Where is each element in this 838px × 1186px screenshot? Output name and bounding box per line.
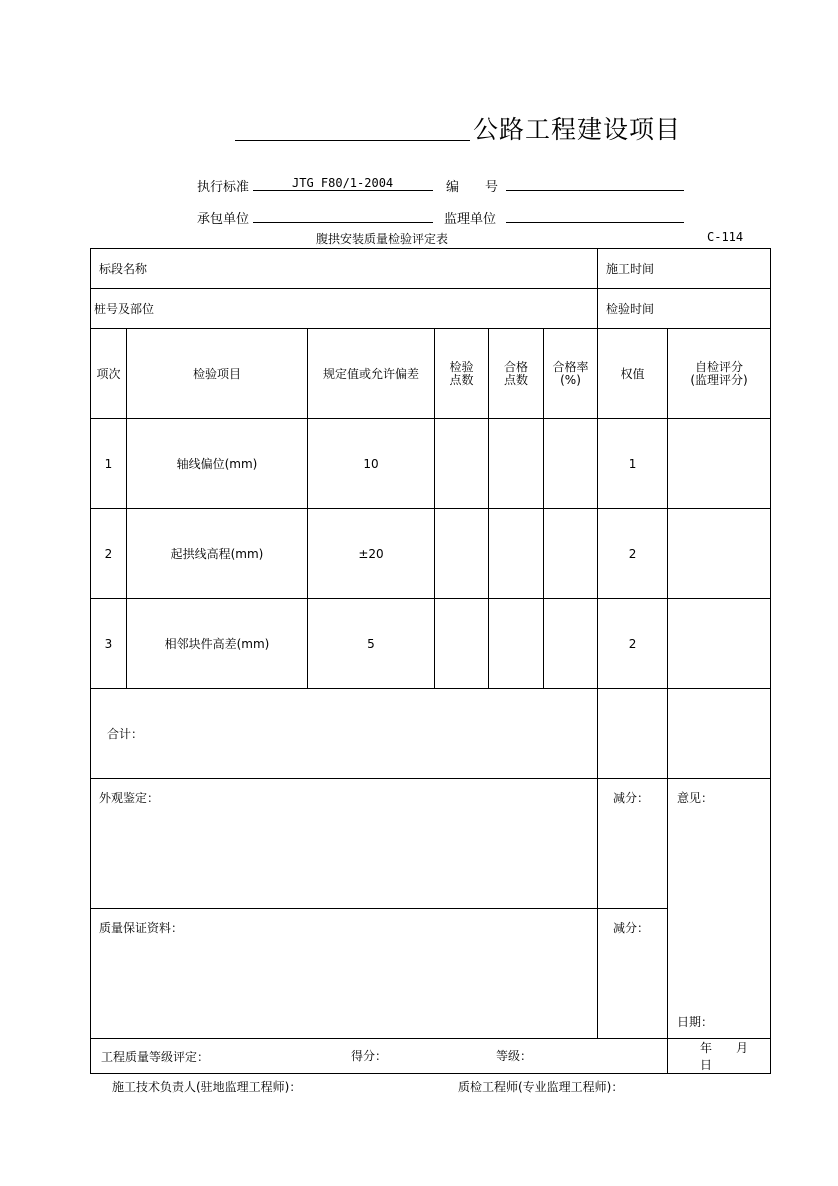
table-row bbox=[91, 599, 771, 689]
total-score bbox=[668, 689, 771, 779]
row-passed-points bbox=[489, 419, 544, 509]
construction-time-label: 施工时间 bbox=[598, 249, 771, 289]
row-spec: ±20 bbox=[308, 509, 435, 599]
quality-docs-label: 质量保证资料： bbox=[91, 909, 598, 1039]
standard-label: 执行标准 bbox=[197, 180, 250, 195]
total-weight bbox=[598, 689, 668, 779]
row-weight: 2 bbox=[598, 509, 668, 599]
grade-eval-row bbox=[91, 1039, 668, 1074]
row-no: 1 bbox=[91, 419, 127, 509]
row-passed-points bbox=[489, 599, 544, 689]
appearance-label: 外观鉴定： bbox=[91, 779, 598, 909]
column-header-row bbox=[91, 329, 771, 419]
row-self-score bbox=[668, 509, 771, 599]
col-pass-rate: 合格率 (%) bbox=[544, 329, 598, 419]
opinion-label: 意见： bbox=[677, 791, 714, 805]
qc-engineer-signature-label: 质检工程师(专业监理工程师)： bbox=[458, 1080, 624, 1094]
row-pass-rate bbox=[544, 509, 598, 599]
col-weight: 权值 bbox=[598, 329, 668, 419]
station-part-label: 桩号及部位 bbox=[91, 289, 598, 329]
col-item-no: 项次 bbox=[91, 329, 127, 419]
row-self-score bbox=[668, 419, 771, 509]
row-spec: 10 bbox=[308, 419, 435, 509]
contractor-underline bbox=[253, 222, 433, 223]
supervisor-label: 监理单位 bbox=[444, 212, 497, 227]
docs-deduction-label: 减分： bbox=[598, 909, 668, 1039]
row-pass-rate bbox=[544, 599, 598, 689]
row-weight: 1 bbox=[598, 419, 668, 509]
col-inspected-points: 检验 点数 bbox=[435, 329, 489, 419]
row-no: 2 bbox=[91, 509, 127, 599]
date-label: 日期： bbox=[677, 1015, 714, 1029]
row-pass-rate bbox=[544, 419, 598, 509]
row-item: 轴线偏位(mm) bbox=[127, 419, 308, 509]
row-spec: 5 bbox=[308, 599, 435, 689]
tech-lead-signature-label: 施工技术负责人(驻地监理工程师)： bbox=[112, 1080, 302, 1094]
row-inspected-points bbox=[435, 599, 489, 689]
row-item: 相邻块件高差(mm) bbox=[127, 599, 308, 689]
row-no: 3 bbox=[91, 599, 127, 689]
row-inspected-points bbox=[435, 419, 489, 509]
standard-underline bbox=[253, 190, 433, 191]
number-label: 编 号 bbox=[446, 180, 499, 195]
inspection-time-label: 检验时间 bbox=[598, 289, 771, 329]
col-inspection-item: 检验项目 bbox=[127, 329, 308, 419]
standard-value: JTG F80/1-2004 bbox=[292, 176, 394, 190]
col-passed-points: 合格 点数 bbox=[489, 329, 544, 419]
supervisor-underline bbox=[506, 222, 684, 223]
table-row bbox=[91, 509, 771, 599]
col-self-score: 自检评分 (监理评分) bbox=[668, 329, 771, 419]
contractor-label: 承包单位 bbox=[197, 212, 250, 227]
total-label: 合计： bbox=[91, 689, 598, 779]
inspection-table bbox=[90, 248, 771, 1074]
section-name-label: 标段名称 bbox=[91, 249, 598, 289]
opinion-cell bbox=[668, 779, 771, 1039]
row-item: 起拱线高程(mm) bbox=[127, 509, 308, 599]
level-label: 等级： bbox=[496, 1049, 533, 1063]
grade-eval-label: 工程质量等级评定： bbox=[101, 1049, 210, 1064]
number-underline bbox=[506, 190, 684, 191]
score-label: 得分： bbox=[351, 1049, 388, 1063]
form-title: 腹拱安装质量检验评定表 bbox=[316, 232, 449, 246]
table-row bbox=[91, 419, 771, 509]
row-self-score bbox=[668, 599, 771, 689]
col-spec-value: 规定值或允许偏差 bbox=[308, 329, 435, 419]
form-code: C-114 bbox=[707, 230, 744, 244]
row-passed-points bbox=[489, 509, 544, 599]
row-inspected-points bbox=[435, 509, 489, 599]
ymd-label: 年 月 日 bbox=[668, 1039, 771, 1074]
page-title: 公路工程建设项目 bbox=[473, 115, 682, 144]
project-name-underline bbox=[235, 140, 470, 141]
appearance-deduction-label: 减分： bbox=[598, 779, 668, 909]
row-weight: 2 bbox=[598, 599, 668, 689]
